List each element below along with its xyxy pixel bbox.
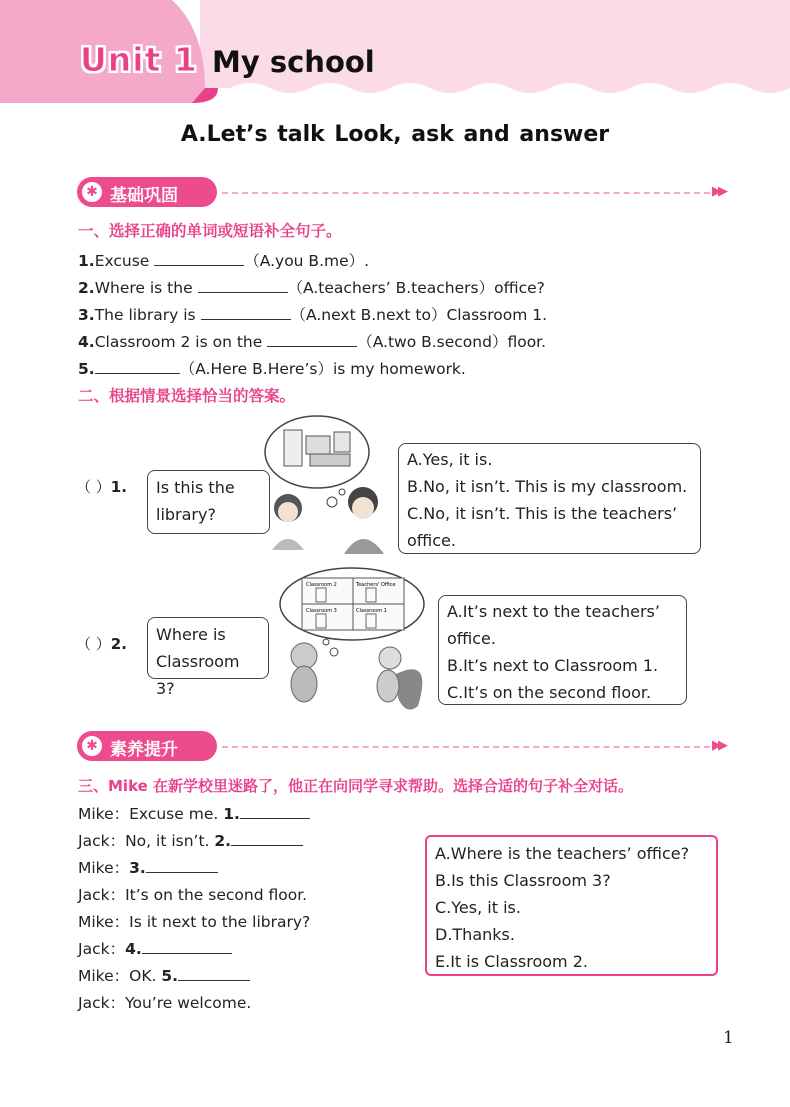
answer-blank[interactable]: [146, 858, 218, 873]
question-1: 1.Excuse （A.you B.me）.: [78, 252, 370, 270]
dialog-line: Mike：Is it next to the library?: [78, 913, 311, 931]
dialog-line: Mike：3.: [78, 856, 218, 878]
dialog-line: Jack：It’s on the second floor.: [78, 886, 308, 904]
question-5: 5. （A.Here B.Here’s）is my homework.: [78, 360, 466, 378]
question-bubble-2: Where is Classroom 3?: [147, 617, 269, 679]
dialog-options-box: A.Where is the teachers’ office? B.Is this Classroom 3? C.Yes, it is. D.Thanks. E.It is Classroom 2.: [425, 835, 718, 976]
question-2: 2.Where is the （A.teachers’ B.teachers）office?: [78, 279, 545, 297]
section-divider: [222, 192, 710, 194]
double-arrow-icon: ▶▶: [712, 738, 724, 753]
answer-blank[interactable]: [267, 332, 357, 347]
dialog-line: Jack：4.: [78, 937, 232, 959]
question-4: 4.Classroom 2 is on the （A.two B.second）floor.: [78, 333, 547, 351]
unit-title: My school: [212, 45, 375, 79]
question-3: 3.The library is （A.next B.next to）Classroom 1.: [78, 306, 548, 324]
answer-parentheses[interactable]: （ ）1.: [76, 478, 127, 496]
answer-blank[interactable]: [240, 804, 310, 819]
options-box-1: A.Yes, it is. B.No, it isn’t. This is my classroom. C.No, it isn’t. This is the teachers’ office.: [398, 443, 701, 554]
answer-blank[interactable]: [95, 359, 180, 374]
sign-classroom-2: Classroom 2: [306, 582, 337, 588]
dialog-line: Jack：No, it isn’t. 2.: [78, 829, 303, 851]
section-label-basics: 基础巩固: [110, 186, 178, 206]
section-label-advanced: 素养提升: [110, 740, 178, 760]
question-bubble-1: Is this the library?: [147, 470, 270, 534]
answer-parentheses[interactable]: （ ）2.: [76, 635, 127, 653]
lesson-title: A.Let’s talk Look, ask and answer: [180, 122, 610, 147]
part3-heading: 三、Mike 在新学校里迷路了，他正在向同学寻求帮助。选择合适的句子补全对话。: [78, 777, 634, 795]
double-arrow-icon: ▶▶: [712, 184, 724, 199]
sign-classroom-1: Classroom 1: [356, 608, 387, 614]
options-box-2: A.It’s next to the teachers’ office. B.It’s next to Classroom 1. C.It’s on the second floor.: [438, 595, 687, 705]
sign-classroom-3: Classroom 3: [306, 608, 337, 614]
dialog-line: Jack：You’re welcome.: [78, 994, 252, 1012]
answer-blank[interactable]: [178, 966, 250, 981]
answer-blank[interactable]: [231, 831, 303, 846]
section-divider: [222, 746, 710, 748]
answer-blank[interactable]: [201, 305, 291, 320]
answer-blank[interactable]: [142, 939, 232, 954]
part1-heading: 一、选择正确的单词或短语补全句子。: [78, 222, 342, 240]
sign-teachers-office: Teachers' Office: [356, 582, 396, 588]
part2-heading: 二、根据情景选择恰当的答案。: [78, 387, 296, 405]
lightbulb-icon: ✱: [80, 734, 104, 758]
answer-blank[interactable]: [154, 251, 244, 266]
page-number: 1: [723, 1028, 734, 1048]
school-floor-plan-illustration: [268, 566, 436, 718]
library-scene-illustration: [262, 412, 397, 560]
dialog-line: Mike：Excuse me. 1.: [78, 802, 310, 824]
unit-label: Unit 1: [80, 40, 198, 79]
lightbulb-icon: ✱: [80, 180, 104, 204]
dialog-line: Mike：OK. 5.: [78, 964, 250, 986]
answer-blank[interactable]: [198, 278, 288, 293]
